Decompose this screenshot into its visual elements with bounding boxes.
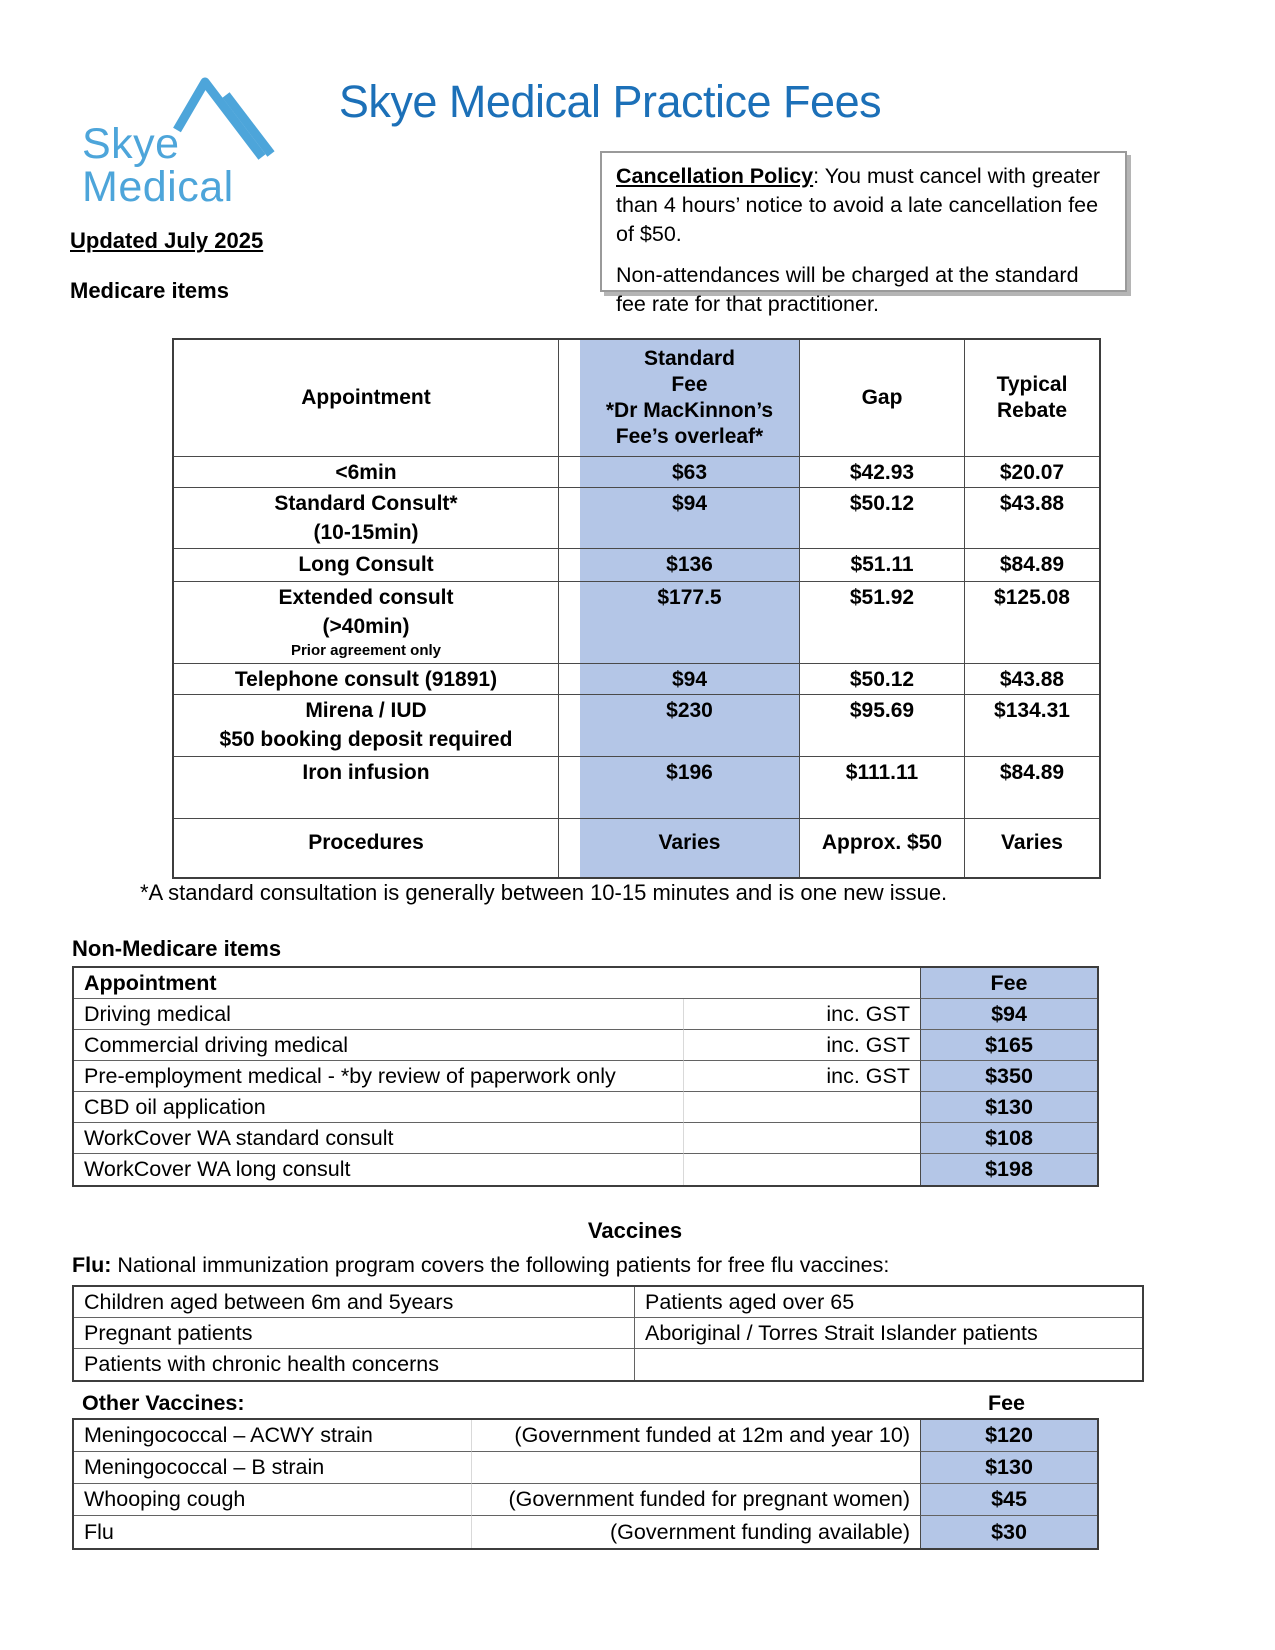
- table-cell-fee: $94: [580, 664, 800, 695]
- col-header-fee: Fee: [920, 968, 1097, 999]
- table-cell-name: Mirena / IUD $50 booking deposit required: [174, 695, 559, 757]
- standard-consult-footnote: *A standard consultation is generally between 10-15 minutes and is one new issue.: [140, 880, 948, 905]
- table-cell-note: (Government funded at 12m and year 10): [472, 1420, 920, 1452]
- table-cell-note: (Government funding available): [610, 1519, 910, 1544]
- table-cell-name: Meningococcal – B strain: [74, 1452, 472, 1484]
- col-header-typical-rebate: Typical Rebate: [965, 340, 1099, 457]
- table-cell-gst: [684, 1123, 920, 1154]
- spacer-cell: [559, 457, 580, 488]
- spacer-cell: [559, 340, 580, 457]
- non-medicare-items-heading: Non-Medicare items: [72, 936, 282, 961]
- table-cell-fee: $196: [580, 757, 800, 819]
- table-cell-gap: $50.12: [800, 488, 965, 549]
- cancellation-paragraph-2: Non-attendances will be charged at the standard fee rate for that practitioner.: [616, 263, 1079, 316]
- mountain-logo-icon: [165, 68, 277, 168]
- cancellation-policy-text: : You must cancel with greater than 4 hours’ notice to avoid a late cancellation fee of $50.: [616, 164, 1100, 246]
- table-cell: Aboriginal / Torres Strait Islander patients: [634, 1318, 1142, 1349]
- table-cell-fee: $108: [920, 1123, 1097, 1154]
- table-cell-name: Commercial driving medical: [74, 1030, 684, 1061]
- table-cell-rebate: Varies: [1001, 831, 1063, 854]
- table-cell-name: WorkCover WA long consult: [74, 1154, 684, 1185]
- table-cell-note: [472, 1452, 920, 1484]
- flu-intro-line: [72, 1253, 889, 1278]
- table-cell-name: Pre-employment medical - *by review of paperwork only: [74, 1061, 684, 1092]
- table-cell-rebate: $84.89: [965, 549, 1099, 582]
- col-header-standard-fee: Standard Fee *Dr MacKinnon’s Fee’s overleaf*: [580, 340, 800, 457]
- table-cell: Patients with chronic health concerns: [84, 1352, 439, 1376]
- table-cell-rebate: $43.88: [965, 488, 1099, 549]
- table-cell-fee: $198: [920, 1154, 1097, 1185]
- table-cell-name: Whooping cough: [74, 1484, 472, 1516]
- flu-label: Flu:: [72, 1253, 112, 1277]
- table-cell-gap: $95.69: [800, 695, 965, 757]
- spacer-cell: [559, 582, 580, 664]
- table-cell-fee: $130: [920, 1452, 1097, 1484]
- table-cell-rebate: $134.31: [965, 695, 1099, 757]
- table-cell-gap: $50.12: [800, 664, 965, 695]
- table-cell-fee: $63: [580, 457, 800, 488]
- table-cell-name: CBD oil application: [74, 1092, 684, 1123]
- flu-intro-text: National immunization program covers the following patients for free flu vaccines:: [111, 1253, 890, 1277]
- table-cell-name: Standard Consult* (10-15min): [174, 488, 559, 549]
- table-cell-gst: inc. GST: [684, 999, 920, 1030]
- table-cell-fee: $165: [920, 1030, 1097, 1061]
- table-cell-fee: Varies: [580, 819, 800, 877]
- table-cell-name: <6min: [174, 457, 559, 488]
- table-cell-fee: $130: [920, 1092, 1097, 1123]
- other-vaccines-fee-label: Fee: [987, 1391, 1026, 1415]
- logo-word-skye: Skye: [82, 120, 180, 168]
- table-cell-note: (Government funded for pregnant women): [472, 1484, 920, 1516]
- table-cell-gap: Approx. $50: [800, 819, 965, 877]
- medicare-items-heading: Medicare items: [70, 278, 229, 303]
- spacer-cell: [559, 695, 580, 757]
- spacer-cell: [559, 819, 580, 877]
- table-cell-gst: inc. GST: [684, 1061, 920, 1092]
- cancellation-policy-label: Cancellation Policy: [616, 164, 814, 188]
- spacer-cell: [559, 757, 580, 819]
- cancellation-policy-box: [600, 151, 1127, 316]
- medicare-fees-table: [172, 338, 1101, 879]
- table-cell: Children aged between 6m and 5years: [74, 1287, 634, 1318]
- table-cell-fee: $230: [580, 695, 800, 757]
- table-cell-fee: $177.5: [580, 582, 800, 664]
- table-cell-rebate: $84.89: [965, 757, 1099, 819]
- vaccines-heading: Vaccines: [587, 1218, 683, 1243]
- table-cell-fee: $94: [580, 488, 800, 549]
- col-header-appointment: Appointment: [74, 968, 920, 999]
- table-cell-name: Telephone consult (91891): [174, 664, 559, 695]
- page-title: Skye Medical Practice Fees: [338, 76, 882, 127]
- col-header-gap: Gap: [800, 340, 965, 457]
- other-vaccines-table: [72, 1418, 1099, 1550]
- spacer-cell: [559, 549, 580, 582]
- table-cell-fee: $45: [920, 1484, 1097, 1516]
- table-cell-name: Long Consult: [174, 549, 559, 582]
- table-cell-gst: [684, 1154, 920, 1185]
- table-cell-name: Iron infusion: [174, 757, 559, 819]
- table-cell-name: WorkCover WA standard consult: [74, 1123, 684, 1154]
- table-cell-gst: inc. GST: [684, 1030, 920, 1061]
- table-cell-rebate: $125.08: [965, 582, 1099, 664]
- spacer-cell: [559, 488, 580, 549]
- table-cell-fee: $94: [920, 999, 1097, 1030]
- table-cell-gap: $42.93: [800, 457, 965, 488]
- free-flu-eligibility-table: [72, 1285, 1144, 1382]
- logo-word-medical: Medical: [82, 163, 234, 211]
- table-cell-gst: [684, 1092, 920, 1123]
- table-cell: Patients aged over 65: [634, 1287, 1142, 1318]
- table-cell-name: Meningococcal – ACWY strain: [74, 1420, 472, 1452]
- table-cell-rebate: $43.88: [965, 664, 1099, 695]
- spacer-cell: [559, 664, 580, 695]
- table-cell-name: Procedures: [174, 819, 559, 877]
- table-cell: [634, 1349, 1142, 1380]
- table-cell-gap: $51.11: [800, 549, 965, 582]
- table-cell-name: Driving medical: [74, 999, 684, 1030]
- table-cell-gap: $111.11: [800, 757, 965, 819]
- table-cell-fee: $30: [920, 1516, 1097, 1548]
- col-header-appointment: Appointment: [174, 340, 559, 457]
- table-cell-name: Flu: [74, 1516, 472, 1548]
- cancellation-paragraph-1: [616, 162, 1111, 249]
- table-cell-fee: $350: [920, 1061, 1097, 1092]
- table-cell-name: Extended consult (>40min) Prior agreement only: [174, 582, 559, 664]
- table-cell-fee: $136: [580, 549, 800, 582]
- table-cell-fee: $120: [920, 1420, 1097, 1452]
- non-medicare-fees-table: [72, 966, 1099, 1187]
- table-cell-rebate: $20.07: [965, 457, 1099, 488]
- table-cell-gap: $51.92: [800, 582, 965, 664]
- table-cell: Pregnant patients: [74, 1318, 634, 1349]
- updated-date-label: Updated July 2025: [70, 228, 264, 253]
- other-vaccines-heading: Other Vaccines:: [82, 1391, 245, 1415]
